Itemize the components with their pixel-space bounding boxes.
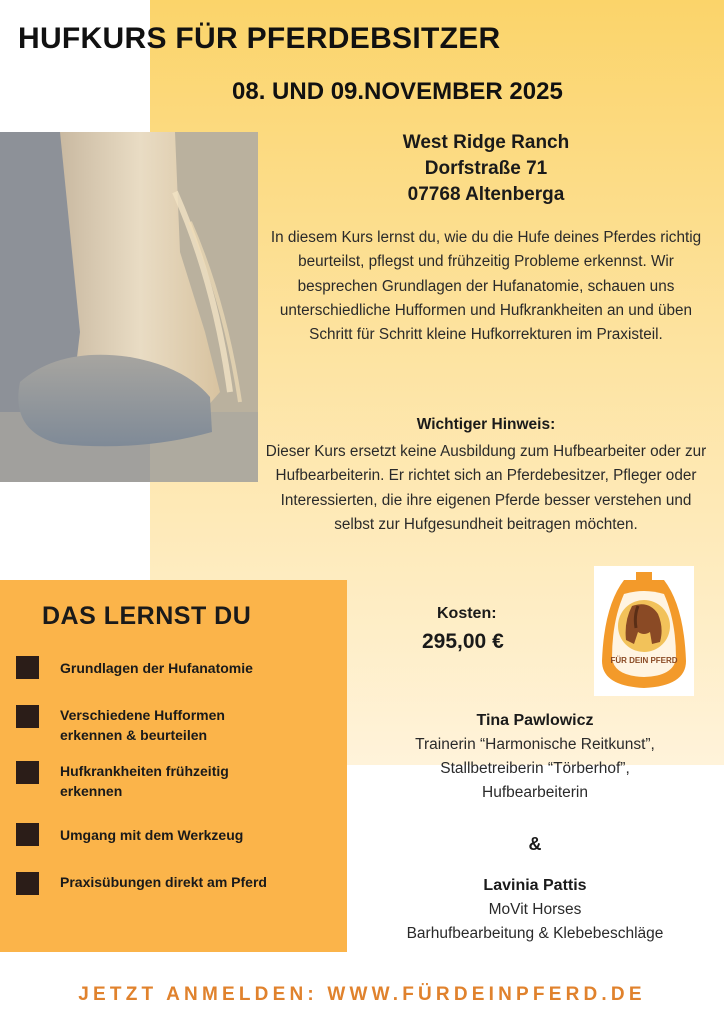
learn-item [16, 761, 336, 801]
fuer-dein-pferd-logo[interactable] [594, 566, 694, 696]
trainer-name: Tina Pawlowicz [476, 712, 594, 729]
ampersand: & [528, 834, 542, 854]
learn-item [16, 823, 336, 846]
trainer-role: Barhufbearbeitung & Klebebeschläge [406, 925, 664, 942]
venue-street: Dorfstraße 71 [424, 158, 548, 179]
learn-item [16, 656, 336, 679]
venue-address [300, 130, 672, 208]
signup-call-to-action[interactable]: JETZT ANMELDEN: WWW.FÜRDEINPFERD.DE [78, 984, 646, 1005]
learn-title: DAS LERNST DU [42, 602, 252, 630]
venue-city: 07768 Altenberga [407, 184, 565, 205]
trainer-role: Stallbetreiberin “Törberhof”, [440, 760, 630, 777]
course-description: In diesem Kurs lernst du, wie du die Hufe deines Pferdes richtig beurteilst, pflegst und frühzeitig Probleme erkennst. Wir besprechen Grundlagen der Hufanatomie, schauen uns unterschiedliche Hufformen und Hufkrankheiten an und üben Schritt für Schritt kleine Hufkorrekturen im Praxisteil. [270, 229, 702, 344]
venue-name: West Ridge Ranch [402, 132, 570, 153]
learn-item-label: Grundlagen der Hufanatomie [60, 660, 253, 676]
learn-item-label: Praxisübungen direkt am Pferd [60, 874, 267, 890]
trainer-2 [350, 874, 720, 946]
trainer-name: Lavinia Pattis [483, 877, 587, 894]
learn-item [16, 872, 336, 895]
cost-value: 295,00 € [422, 630, 504, 653]
page-title: HUFKURS FÜR PFERDEBSITZER [18, 22, 501, 55]
logo-text: FÜR DEIN PFERD [610, 656, 678, 665]
event-date: 08. UND 09.NOVEMBER 2025 [232, 78, 563, 105]
trainer-role: Trainerin “Harmonische Reitkunst”, [415, 736, 655, 753]
learn-item-label: Hufkrankheiten frühzeitig erkennen [60, 763, 229, 799]
learn-item-label: Umgang mit dem Werkzeug [60, 827, 244, 843]
trainer-1 [350, 709, 720, 805]
hoof-illustration [0, 132, 258, 482]
bullet-square-icon [16, 705, 39, 728]
notice-text: Dieser Kurs ersetzt keine Ausbildung zum Hufbearbeiter oder zur Hufbearbeiterin. Er richtet sich an Pferdebesitzer, Pfleger oder Interessierten, die ihre eigenen Pferde besser verstehen und selbst zur Hufgesundheit beitragen möchten. [265, 443, 707, 533]
notice-heading: Wichtiger Hinweis: [416, 416, 556, 433]
bullet-square-icon [16, 823, 39, 846]
bullet-square-icon [16, 872, 39, 895]
learn-item [16, 705, 336, 745]
bullet-square-icon [16, 761, 39, 784]
hoof-photo [0, 132, 258, 482]
trainer-role: MoVit Horses [488, 901, 582, 918]
cost-label: Kosten: [437, 605, 497, 622]
trainer-role: Hufbearbeiterin [482, 784, 588, 801]
learn-item-label: Verschiedene Hufformen erkennen & beurteilen [60, 707, 225, 743]
bullet-square-icon [16, 656, 39, 679]
